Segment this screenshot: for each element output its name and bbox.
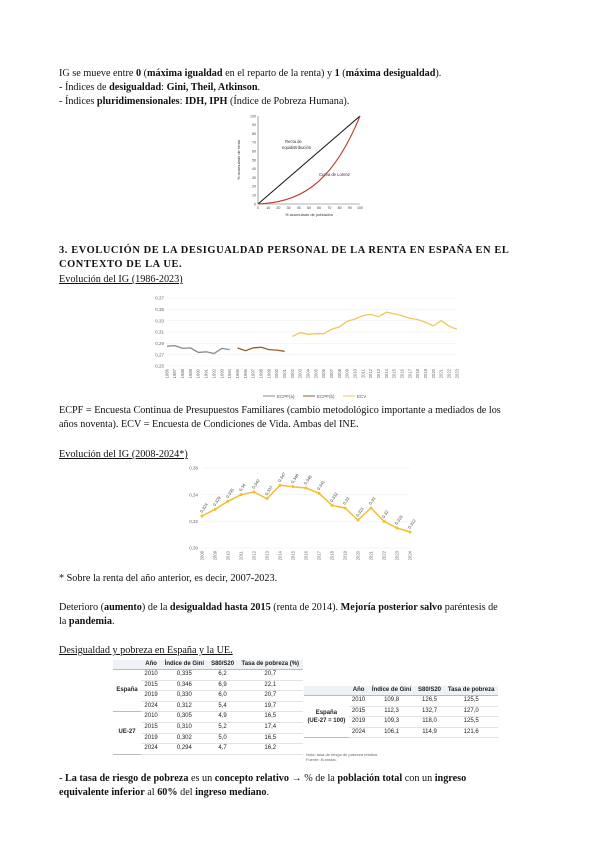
final-paragraph-line-2: equivalente inferior al 60% del ingreso mediano. xyxy=(59,787,270,798)
lorenz-xtick-label: 40 xyxy=(296,206,301,210)
table-cell: 132,7 xyxy=(415,706,445,717)
inequality-table-right-ue-index xyxy=(304,686,498,738)
lorenz-ytick-label: 70 xyxy=(252,140,256,145)
table-cell: 2015 xyxy=(141,680,161,691)
table-row xyxy=(113,670,303,681)
table-cell: 2024 xyxy=(349,727,369,738)
chart1-xtick-label: 2005 xyxy=(313,369,319,379)
table-cell: 2019 xyxy=(141,691,161,702)
chart2-value-label: 0,33 xyxy=(367,496,377,506)
chart2-ytick-label: 0,34 xyxy=(189,492,198,498)
chart1-ytick-label: 0,37 xyxy=(155,295,164,301)
chart2-ytick-label: 0,36 xyxy=(189,465,198,471)
intro-line-3: - Índices pluridimensionales: IDH, IPH (Índice de Pobreza Humana). xyxy=(59,96,350,107)
table-note-1: Nota: tasa de riesgo de pobreza relativa. xyxy=(306,752,379,757)
table-cell: 16,5 xyxy=(238,712,303,723)
table-row xyxy=(113,680,303,691)
lorenz-ytick-label: 60 xyxy=(252,149,256,154)
chart1-xtick-label: 2003 xyxy=(297,369,303,379)
chart1-xtick-label: 2012 xyxy=(368,369,374,379)
table-row xyxy=(113,712,303,723)
chart1-xtick-label: 2015 xyxy=(391,369,397,379)
table-cell: 16,2 xyxy=(238,744,303,755)
chart2-xtick-label: 2016 xyxy=(303,551,309,561)
table-cell: 2015 xyxy=(349,706,369,717)
chart1-xtick-label: 2023 xyxy=(454,369,460,379)
chart1-series-ecpf-a xyxy=(167,346,230,354)
chart2-xtick-label: 2019 xyxy=(342,551,348,561)
table-left-header: Año xyxy=(141,660,161,670)
table-cell: 0,330 xyxy=(161,691,208,702)
gini-1986-2023-chart xyxy=(145,290,465,402)
chart2-value-label: 0,32 xyxy=(380,509,390,519)
chart2-xtick-label: 2014 xyxy=(277,551,283,561)
table-cell: 22,1 xyxy=(238,680,303,691)
chart2-value-label: 0,342 xyxy=(250,478,261,490)
chart1-xtick-label: 2001 xyxy=(281,369,287,379)
table-cell: 6,9 xyxy=(208,680,238,691)
chart2-value-label: 0,335 xyxy=(224,487,235,499)
chart1-xtick-label: 1994 xyxy=(227,369,233,379)
table-cell: 0,312 xyxy=(161,701,208,712)
lorenz-ytick-label: 40 xyxy=(252,167,256,172)
table-cell: 20,7 xyxy=(238,670,303,681)
lorenz-ylabel: % acumulado de renta xyxy=(236,139,241,181)
chart1-ytick-label: 0,31 xyxy=(155,329,164,335)
lorenz-ytick-label: 10 xyxy=(252,193,256,198)
chart2-heading: Evolución del IG (2008-2024*) xyxy=(59,449,188,460)
table-cell: 20,7 xyxy=(238,691,303,702)
chart1-ytick-label: 0,25 xyxy=(155,363,164,369)
chart2-point xyxy=(292,485,295,488)
table-cell: 126,5 xyxy=(415,696,445,707)
chart2-footnote: * Sobre la renta del año anterior, es decir, 2007-2023. xyxy=(59,573,278,584)
chart1-xtick-label: 2000 xyxy=(274,369,280,379)
chart2-xtick-label: 2015 xyxy=(290,551,296,561)
chart1-xtick-label: 1995 xyxy=(234,369,240,379)
table-cell: 0,335 xyxy=(161,670,208,681)
chart1-xtick-label: 1997 xyxy=(250,369,256,379)
section-title-line-2: CONTEXTO DE LA UE. xyxy=(59,259,183,270)
table-cell: 125,5 xyxy=(444,717,498,728)
chart2-value-label: 0,337 xyxy=(263,484,274,497)
lorenz-xlabel: % acumulado de población xyxy=(284,212,334,217)
chart1-xtick-label: 1990 xyxy=(195,369,201,379)
chart2-value-label: 0,321 xyxy=(354,506,365,518)
lorenz-xtick-label: 80 xyxy=(337,206,342,210)
table-cell: 16,5 xyxy=(238,733,303,744)
table-cell: 5,4 xyxy=(208,701,238,712)
table-left-header: Índice de Gini xyxy=(161,660,208,670)
table-left-header: Tasa de pobreza (%) xyxy=(238,660,303,670)
chart1-xtick-label: 2008 xyxy=(336,369,342,379)
lorenz-ytick-label: 50 xyxy=(252,158,256,163)
chart1-ytick-label: 0,27 xyxy=(155,352,164,358)
table-left-header xyxy=(113,660,141,670)
lorenz-xtick-label: 20 xyxy=(276,206,281,210)
chart2-xtick-label: 2008 xyxy=(199,551,205,561)
chart1-xtick-label: 1991 xyxy=(203,369,209,379)
lorenz-ytick-label: 20 xyxy=(252,184,256,189)
chart2-point xyxy=(409,531,412,534)
table-right-header: Año xyxy=(349,686,369,696)
lorenz-xtick-label: 50 xyxy=(307,206,311,210)
table-left-header: S80/S20 xyxy=(208,660,238,670)
table-cell: 2010 xyxy=(349,696,369,707)
table-group-label: UE-27 xyxy=(113,712,141,754)
chart1-xtick-label: 1993 xyxy=(219,369,225,379)
chart2-value-label: 0,346 xyxy=(289,472,300,485)
table-group-label: España xyxy=(113,670,141,712)
table-cell: 0,305 xyxy=(161,712,208,723)
chart1-xtick-label: 1996 xyxy=(242,369,248,379)
chart2-point xyxy=(201,515,204,518)
table-cell: 2015 xyxy=(141,722,161,733)
chart1-xtick-label: 1992 xyxy=(211,369,217,379)
chart2-point xyxy=(266,497,269,500)
table-cell: 6,2 xyxy=(208,670,238,681)
chart2-point xyxy=(331,504,334,507)
table-group-label: España (UE-27 = 100) xyxy=(304,696,349,738)
chart1-series-ecv xyxy=(292,312,457,336)
ecpf-paragraph-line-1: ECPF = Encuesta Continua de Presupuestos Familiares (cambio metodológico importante a mediados de los xyxy=(59,405,501,416)
section-title-line-1: 3. EVOLUCIÓN DE LA DESIGUALDAD PERSONAL DE LA RENTA EN ESPAÑA EN EL xyxy=(59,245,510,256)
chart2-value-label: 0,312 xyxy=(406,518,417,530)
chart2-point xyxy=(214,508,217,511)
chart1-xtick-label: 2016 xyxy=(399,369,405,379)
chart2-point xyxy=(253,491,256,494)
deterioro-paragraph-line-2: la pandemia. xyxy=(59,616,115,627)
chart2-xtick-label: 2017 xyxy=(316,551,322,561)
chart1-xtick-label: 1988 xyxy=(180,369,186,379)
chart2-xtick-label: 2012 xyxy=(251,551,257,561)
table-cell: 127,0 xyxy=(444,706,498,717)
chart1-xtick-label: 1987 xyxy=(172,369,178,379)
lorenz-curve-figure xyxy=(235,110,370,218)
table-cell: 114,9 xyxy=(415,727,445,738)
chart1-xtick-label: 2009 xyxy=(344,369,350,379)
chart1-xtick-label: 2004 xyxy=(305,369,311,379)
chart2-value-label: 0,341 xyxy=(315,479,326,491)
final-paragraph-line-1: - La tasa de riesgo de pobreza es un concepto relativo → % de la población total con un ingreso xyxy=(59,773,467,784)
table-cell: 0,302 xyxy=(161,733,208,744)
chart1-heading: Evolución del IG (1986-2023) xyxy=(59,274,183,285)
gini-2008-2024-chart xyxy=(178,462,418,566)
table-cell: 2024 xyxy=(141,744,161,755)
lorenz-xtick-label: 90 xyxy=(347,206,352,210)
lorenz-ytick-label: 80 xyxy=(252,131,256,136)
table-cell: 112,3 xyxy=(368,706,414,717)
table-cell: 0,346 xyxy=(161,680,208,691)
chart2-point xyxy=(357,519,360,522)
chart2-xtick-label: 2021 xyxy=(368,551,374,561)
chart2-xtick-label: 2010 xyxy=(225,551,231,561)
table-cell: 2024 xyxy=(141,701,161,712)
chart2-point xyxy=(279,484,282,487)
chart2-xtick-label: 2013 xyxy=(264,551,270,561)
lorenz-xtick-label: 30 xyxy=(286,206,291,210)
chart2-xtick-label: 2011 xyxy=(238,551,244,561)
table-cell: 5,0 xyxy=(208,733,238,744)
table-row xyxy=(113,722,303,733)
chart1-xtick-label: 1986 xyxy=(164,369,170,379)
chart1-ytick-label: 0,29 xyxy=(155,340,164,346)
chart1-xtick-label: 2019 xyxy=(423,369,429,379)
chart2-value-label: 0,315 xyxy=(393,514,404,526)
chart2-ytick-label: 0,30 xyxy=(189,545,198,551)
lorenz-xtick-label: 0 xyxy=(257,206,259,210)
chart2-value-label: 0,34 xyxy=(237,482,247,493)
legend-label-ecpf-a: ECPF(a) xyxy=(277,394,295,399)
chart1-xtick-label: 2018 xyxy=(415,369,421,379)
lorenz-xtick-label: 70 xyxy=(327,206,332,210)
chart1-xtick-label: 2021 xyxy=(438,369,444,379)
table-cell: 109,3 xyxy=(368,717,414,728)
table-row xyxy=(113,733,303,744)
chart1-xtick-label: 2006 xyxy=(321,369,327,379)
chart2-point xyxy=(227,500,230,503)
table-row xyxy=(113,691,303,702)
table-cell: 5,2 xyxy=(208,722,238,733)
lorenz-ytick-label: 30 xyxy=(252,175,256,180)
chart2-point xyxy=(396,527,399,530)
chart2-xtick-label: 2018 xyxy=(329,551,335,561)
chart1-series-ecpf-b xyxy=(238,347,285,351)
table-row xyxy=(304,696,498,707)
chart1-ytick-label: 0,33 xyxy=(155,318,164,324)
chart1-xtick-label: 1998 xyxy=(258,369,264,379)
chart1-xtick-label: 1999 xyxy=(266,369,272,379)
lorenz-ytick-label: 0 xyxy=(254,202,256,207)
table-cell: 4,9 xyxy=(208,712,238,723)
chart2-xtick-label: 2009 xyxy=(212,551,218,561)
lorenz-curve-label: Curva de Lorenz xyxy=(319,172,350,177)
equidistribution-label-1: Recta de xyxy=(285,139,302,144)
chart2-point xyxy=(240,493,243,496)
lorenz-ytick-label: 90 xyxy=(252,123,256,128)
chart1-xtick-label: 2013 xyxy=(376,369,382,379)
table-cell: 106,1 xyxy=(368,727,414,738)
lorenz-ytick-label: 100 xyxy=(250,114,256,119)
lorenz-xtick-label: 100 xyxy=(357,206,363,210)
table-cell: 4,7 xyxy=(208,744,238,755)
chart1-xtick-label: 2017 xyxy=(407,369,413,379)
chart2-xtick-label: 2022 xyxy=(381,551,387,561)
chart1-xtick-label: 2022 xyxy=(446,369,452,379)
table-cell: 2010 xyxy=(141,712,161,723)
chart2-value-label: 0,324 xyxy=(198,502,209,514)
table-cell: 109,8 xyxy=(368,696,414,707)
chart2-point xyxy=(305,487,308,490)
chart1-xtick-label: 2010 xyxy=(352,369,358,379)
table-row xyxy=(113,701,303,712)
chart1-xtick-label: 2007 xyxy=(328,369,334,379)
chart1-xtick-label: 2002 xyxy=(289,369,295,379)
table-right-header: Índice de Gini xyxy=(368,686,414,696)
chart1-ytick-label: 0,35 xyxy=(155,306,164,312)
table-cell: 2019 xyxy=(349,717,369,728)
table-cell: 19,7 xyxy=(238,701,303,712)
ecpf-paragraph-line-2: años noventa). ECV = Encuesta de Condiciones de Vida. Ambas del INE. xyxy=(59,419,359,430)
table-cell: 125,5 xyxy=(444,696,498,707)
table-cell: 2019 xyxy=(141,733,161,744)
table-cell: 118,0 xyxy=(415,717,445,728)
equidistribution-label-2: equidistribución xyxy=(282,145,312,150)
chart2-point xyxy=(370,507,373,510)
chart2-ytick-label: 0,32 xyxy=(189,518,198,524)
deterioro-paragraph-line-1: Deterioro (aumento) de la desigualdad hasta 2015 (renta de 2014). Mejoría posterior salvo paréntesis de xyxy=(59,602,498,613)
table-note-2: Fuente: Eurostat. xyxy=(306,757,337,762)
chart2-value-label: 0,347 xyxy=(276,471,287,483)
lorenz-xtick-label: 60 xyxy=(317,206,322,210)
chart2-xtick-label: 2023 xyxy=(394,551,400,561)
chart1-xtick-label: 2011 xyxy=(360,369,366,379)
table-cell: 2010 xyxy=(141,670,161,681)
chart2-value-label: 0,332 xyxy=(328,491,339,503)
legend-label-ecpf-b: ECPF(b) xyxy=(317,394,335,399)
table-cell: 17,4 xyxy=(238,722,303,733)
table-cell: 0,310 xyxy=(161,722,208,733)
chart1-xtick-label: 1989 xyxy=(187,369,193,379)
table-cell: 121,6 xyxy=(444,727,498,738)
table-cell: 6,0 xyxy=(208,691,238,702)
chart2-value-label: 0,345 xyxy=(302,474,313,486)
intro-line-1: IG se mueve entre 0 (máxima igualdad en el reparto de la renta) y 1 (máxima desigualdad). xyxy=(59,68,442,79)
chart2-xtick-label: 2024 xyxy=(407,551,413,561)
table-right-header: Tasa de pobreza xyxy=(444,686,498,696)
chart2-value-label: 0,33 xyxy=(341,496,351,506)
table-right-header xyxy=(304,686,349,696)
legend-label-ecv: ECV xyxy=(357,394,367,399)
intro-line-2: - Índices de desigualdad: Gini, Theil, Atkinson. xyxy=(59,82,261,93)
chart1-xtick-label: 2014 xyxy=(383,369,389,379)
table-right-header: S80/S20 xyxy=(415,686,445,696)
lorenz-xtick-label: 10 xyxy=(266,206,271,210)
chart1-xtick-label: 2020 xyxy=(430,369,436,379)
table-cell: 0,294 xyxy=(161,744,208,755)
chart2-point xyxy=(383,520,386,523)
chart2-xtick-label: 2020 xyxy=(355,551,361,561)
chart2-point xyxy=(318,492,321,495)
tables-heading: Desigualdad y pobreza en España y la UE. xyxy=(59,645,233,656)
inequality-table-left xyxy=(113,660,303,755)
table-row xyxy=(113,744,303,755)
chart2-value-label: 0,329 xyxy=(211,495,222,507)
chart2-point xyxy=(344,507,347,510)
